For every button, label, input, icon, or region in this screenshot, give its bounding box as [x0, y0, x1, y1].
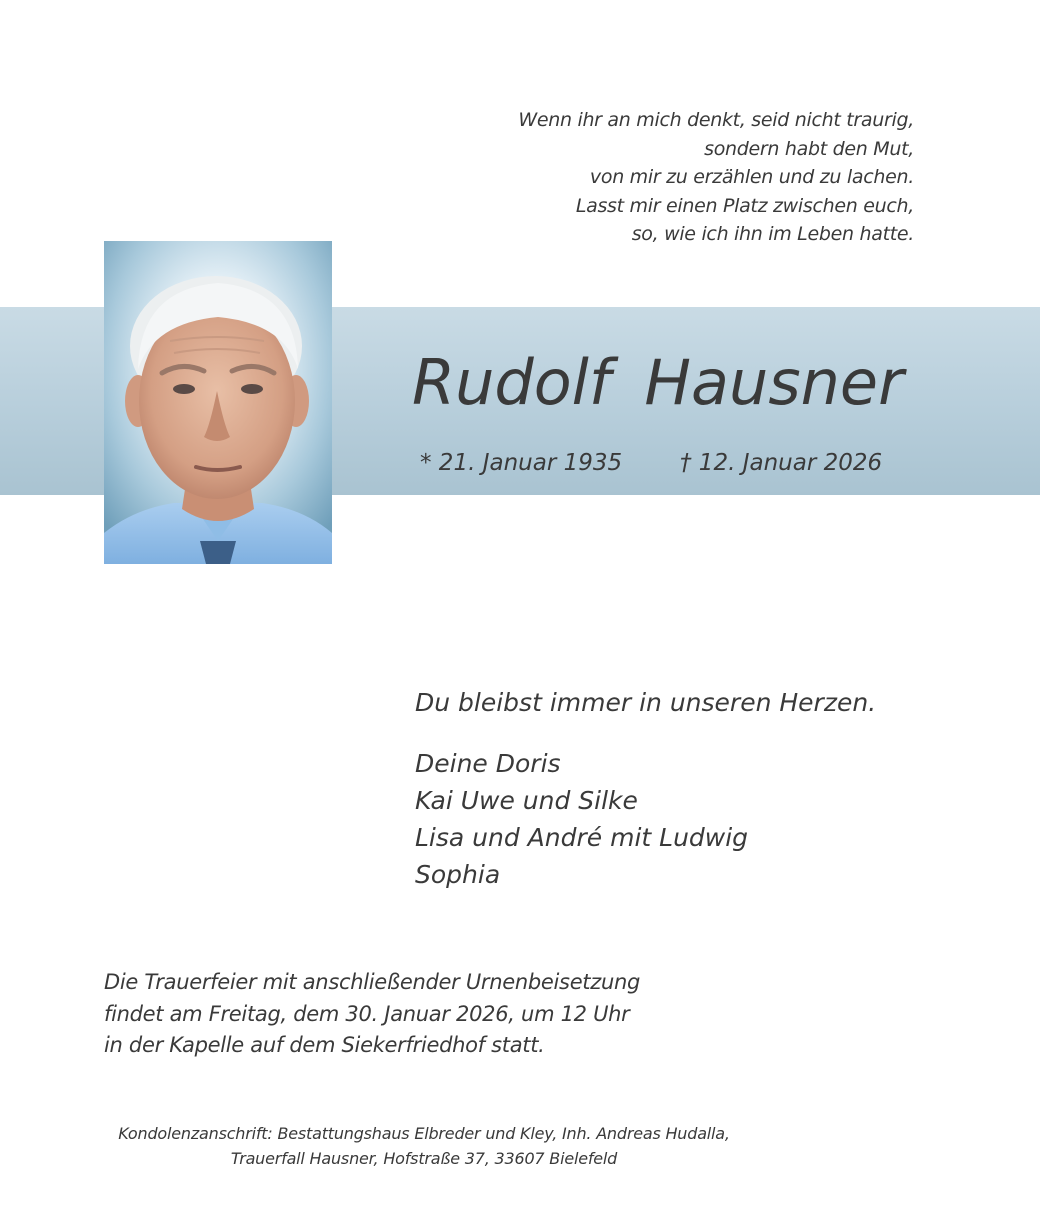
- service-line: Die Trauerfeier mit anschließender Urnenbeisetzung: [104, 970, 641, 994]
- poem-verse: [394, 106, 914, 249]
- poem-line: von mir zu erzählen und zu lachen.: [589, 166, 914, 188]
- deceased-name: Rudolf Hausner: [412, 346, 904, 419]
- mourner-name: Sophia: [415, 860, 501, 889]
- mourner-name: Kai Uwe und Silke: [415, 786, 638, 815]
- poem-line: Wenn ihr an mich denkt, seid nicht traurig,: [518, 109, 914, 131]
- condolence-line: Kondolenzanschrift: Bestattungshaus Elbreder und Kley, Inh. Andreas Hudalla,: [118, 1124, 730, 1143]
- birth-date: * 21. Januar 1935: [420, 450, 623, 476]
- condolence-address: [104, 1121, 744, 1171]
- service-line: findet am Freitag, dem 30. Januar 2026, um 12 Uhr: [104, 1001, 630, 1026]
- mourner-name: Deine Doris: [415, 749, 561, 778]
- portrait-photo: [104, 241, 332, 564]
- farewell-message: Du bleibst immer in unseren Herzen.: [415, 688, 877, 717]
- poem-line: Lasst mir einen Platz zwischen euch,: [575, 194, 914, 217]
- service-line: in der Kapelle auf dem Siekerfriedhof statt.: [104, 1033, 545, 1057]
- death-date: † 12. Januar 2026: [680, 450, 883, 476]
- funeral-service-info: [104, 967, 640, 1062]
- mourner-name: Lisa und André mit Ludwig: [415, 823, 749, 852]
- poem-line: sondern habt den Mut,: [704, 137, 914, 160]
- mourners-list: [415, 745, 748, 893]
- poem-line: so, wie ich ihn im Leben hatte.: [631, 223, 914, 245]
- condolence-line: Trauerfall Hausner, Hofstraße 37, 33607 Bielefeld: [230, 1149, 618, 1168]
